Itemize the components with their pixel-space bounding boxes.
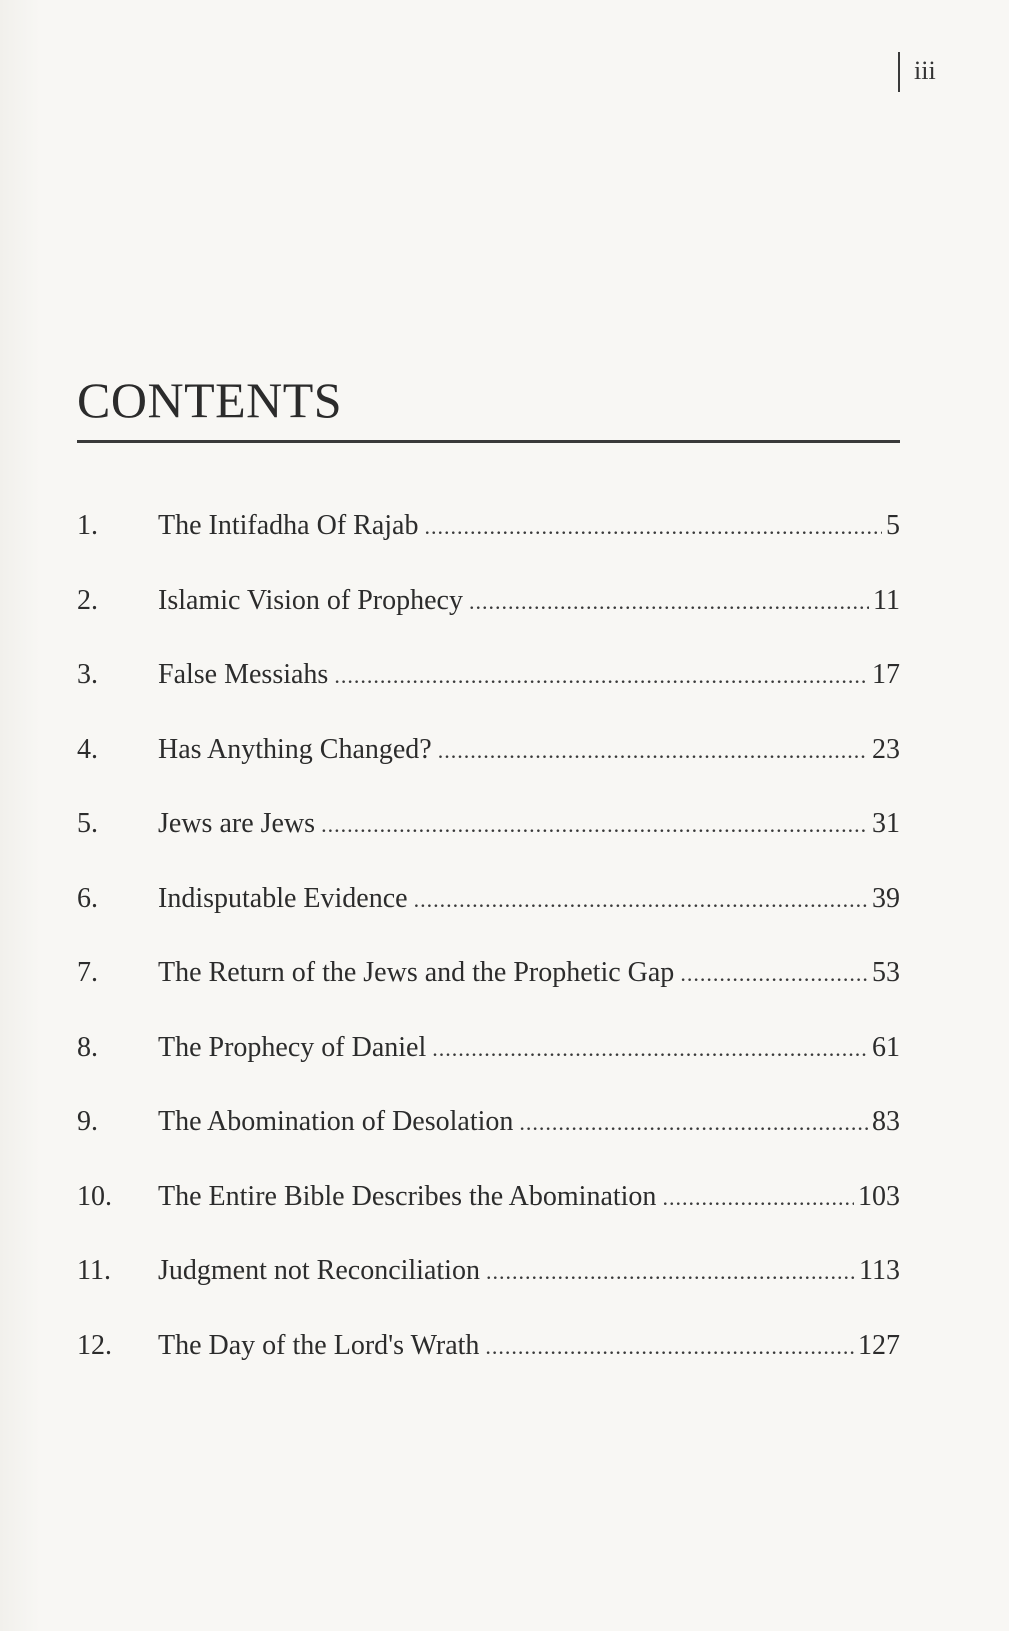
toc-leader-dots [438, 738, 868, 764]
toc-entry-page: 127 [858, 1329, 900, 1361]
toc-entry [77, 883, 900, 958]
toc-entry [77, 510, 900, 585]
toc-entry-title: False Messiahs [158, 659, 329, 690]
toc-entry-page: 5 [886, 510, 900, 541]
toc-entry [77, 1106, 900, 1181]
toc-leader-dots [469, 589, 869, 615]
toc-entry-title: Jews are Jews [158, 808, 316, 839]
toc-entry-number: 3. [77, 659, 98, 690]
toc-leader-dots [432, 1036, 868, 1062]
toc-leader-dots [321, 812, 868, 838]
toc-entry-page: 31 [872, 808, 900, 839]
toc-entry-page: 113 [859, 1255, 900, 1286]
toc-entry [77, 808, 900, 883]
toc-entry-number: 11. [77, 1255, 111, 1286]
toc-entry-title: Islamic Vision of Prophecy [158, 584, 463, 616]
toc-entry-page: 11 [873, 584, 900, 616]
toc-entry-title: The Day of the Lord's Wrath [158, 1329, 480, 1361]
table-of-contents [77, 510, 900, 1404]
heading-rule [77, 440, 900, 443]
toc-entry-title: The Prophecy of Daniel [158, 1031, 427, 1063]
toc-entry [77, 585, 900, 660]
toc-leader-dots [680, 961, 868, 987]
toc-entry-number: 5. [77, 808, 98, 839]
toc-entry-title: Judgment not Reconciliation [158, 1255, 480, 1286]
toc-entry-number: 9. [77, 1106, 98, 1137]
toc-entry-number: 8. [77, 1031, 98, 1063]
toc-entry-page: 17 [872, 659, 900, 690]
toc-entry-number: 7. [77, 957, 98, 988]
toc-entry-number: 10. [77, 1180, 112, 1212]
page-marker-rule [898, 52, 900, 92]
toc-leader-dots [519, 1110, 868, 1136]
toc-entry-number: 2. [77, 584, 98, 616]
toc-entry [77, 957, 900, 1032]
toc-entry-number: 6. [77, 882, 98, 914]
toc-leader-dots [485, 1334, 854, 1360]
toc-entry-number: 4. [77, 733, 98, 765]
toc-leader-dots [424, 514, 882, 540]
toc-entry-title: The Abomination of Desolation [158, 1106, 514, 1137]
toc-entry-page: 83 [872, 1106, 900, 1137]
toc-entry-number: 12. [77, 1329, 112, 1361]
toc-leader-dots [334, 663, 868, 689]
contents-heading: CONTENTS [77, 372, 343, 428]
toc-entry [77, 1255, 900, 1330]
toc-entry-page: 53 [872, 957, 900, 988]
toc-leader-dots [486, 1259, 855, 1285]
toc-entry-title: The Entire Bible Describes the Abomination [158, 1180, 657, 1212]
toc-entry-page: 61 [872, 1031, 900, 1063]
toc-entry-title: The Intifadha Of Rajab [158, 510, 419, 541]
toc-leader-dots [662, 1185, 854, 1211]
toc-entry [77, 659, 900, 734]
toc-leader-dots [414, 887, 868, 913]
toc-entry-title: The Return of the Jews and the Prophetic Gap [158, 957, 675, 988]
toc-entry-page: 23 [872, 733, 900, 765]
page-number: iii [914, 56, 936, 85]
toc-entry [77, 1181, 900, 1256]
toc-entry [77, 734, 900, 809]
toc-entry-title: Indisputable Evidence [158, 882, 408, 914]
toc-entry-title: Has Anything Changed? [158, 733, 432, 765]
toc-entry [77, 1330, 900, 1405]
toc-entry-page: 39 [872, 882, 900, 914]
toc-entry-page: 103 [858, 1180, 900, 1212]
toc-entry [77, 1032, 900, 1107]
toc-entry-number: 1. [77, 510, 98, 541]
